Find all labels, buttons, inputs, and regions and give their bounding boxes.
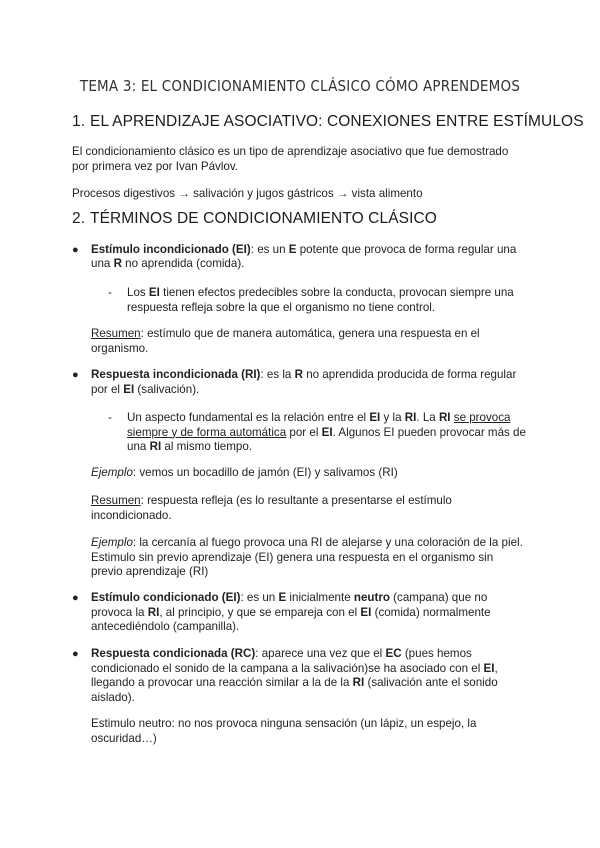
underlined-text: siempre y de forma automática: [127, 425, 287, 439]
paragraph-line: [91, 606, 491, 621]
text-span: una: [91, 257, 114, 270]
text-span: y la: [380, 411, 405, 424]
text-span: EI: [123, 382, 135, 396]
term-ei: Estímulo incondicionado (EI): [91, 243, 251, 256]
paragraph-line: [91, 536, 523, 551]
text-span: potente que provoca de forma regular una: [296, 243, 517, 256]
paragraph-line: [91, 494, 452, 509]
page-title: TEMA 3: EL CONDICIONAMIENTO CLÁSICO CÓMO APRENDEMOS: [79, 77, 521, 95]
text-span: (pues hemos: [401, 647, 472, 660]
text-span: , al principio, y que se empareja con el: [159, 605, 361, 619]
sub-item-ri: [127, 411, 526, 455]
paragraph-line: El condicionamiento clásico es un tipo de aprendizaje asociativo que fue demostrado: [72, 145, 509, 158]
text-span: : es un: [250, 243, 289, 256]
text-span: (campana) que no: [389, 591, 488, 604]
paragraph-line: previo aprendizaje (RI): [91, 565, 209, 578]
section-2-heading: [72, 210, 437, 228]
paragraph-line: incondicionado.: [91, 508, 172, 522]
section-1-paragraph-1: [72, 145, 508, 174]
paragraph-line: [91, 647, 498, 662]
text-span: EI: [148, 286, 160, 299]
paragraph-line: Estimulo sin previo aprendizaje (EI) genera una respuesta en el organismo sin: [91, 550, 494, 564]
section-1-number: 1.: [72, 113, 86, 130]
term-ri: Respuesta incondicionada (RI): [91, 368, 261, 381]
list-item-ei-cont: [91, 257, 244, 272]
text-span: EC: [385, 647, 402, 660]
text-span: : la cercanía al fuego provoca una RI de alejarse y una coloración de la piel.: [132, 536, 523, 549]
text-span: . La: [416, 411, 439, 424]
text-span: tienen efectos predecibles sobre la conducta, provocan siempre una: [159, 286, 514, 299]
text-span: RI: [149, 440, 162, 453]
section-1-heading-text: EL APRENDIZAJE ASOCIATIVO: CONEXIONES ENTRE ESTÍMULOS: [90, 113, 584, 130]
resumen-label: Resumen: [91, 327, 141, 340]
text-span: una: [127, 440, 150, 453]
text-span: Los: [127, 286, 149, 299]
text-span: por el: [91, 382, 124, 396]
paragraph-line: por primera vez por Ivan Pávlov.: [72, 159, 239, 173]
text-span: (salivación).: [134, 382, 200, 396]
paragraph-line: [127, 286, 514, 301]
text-span: llegando a provocar una reacción similar a la de la: [91, 676, 353, 689]
text-span: EI: [360, 605, 372, 619]
list-item-ri: [91, 368, 516, 397]
text-span: al mismo tiempo.: [161, 440, 253, 453]
text-span: : respuesta refleja (es lo resultante a presentarse el estímulo: [140, 494, 452, 507]
paragraph-line: [91, 383, 516, 398]
text-span: EI: [483, 661, 495, 675]
text-span: ,: [494, 661, 498, 675]
paragraph-line: [91, 243, 516, 258]
ejemplo-ri-2: [91, 536, 523, 580]
list-item-rc: [91, 647, 498, 705]
resumen-ei: [91, 327, 480, 356]
paragraph-line: aislado).: [91, 690, 135, 704]
resumen-label: Resumen: [91, 494, 141, 507]
bullet-icon: ●: [72, 244, 79, 256]
term-ec: Estímulo condicionado (EI): [91, 591, 241, 604]
paragraph-line: Estimulo neutro: no nos provoca ninguna sensación (un lápiz, un espejo, la: [91, 717, 477, 730]
text-span: RI: [147, 605, 160, 619]
dash-marker: -: [108, 411, 112, 424]
paragraph-line: [127, 426, 526, 441]
text-span: no aprendida producida de forma regular: [302, 368, 517, 381]
list-item-ei: [91, 243, 516, 258]
estimulo-neutro-note: [91, 717, 476, 746]
text-span: inicialmente: [286, 591, 354, 604]
bullet-icon: ●: [72, 369, 79, 381]
text-span: . Algunos EI pueden provocar más de: [332, 425, 526, 439]
paragraph-line: antecediéndolo (campanilla).: [91, 620, 240, 633]
section-1-paragraph-2: Procesos digestivos → salivación y jugos gástricos → vista alimento: [72, 187, 423, 200]
text-span: (comida) normalmente: [371, 605, 491, 619]
section-1-heading: [72, 113, 584, 131]
paragraph-line: oscuridad…): [91, 731, 157, 745]
text-span: EI: [321, 425, 333, 439]
text-span: E: [278, 591, 287, 604]
list-item-ec: [91, 591, 491, 635]
section-2-number: 2.: [72, 210, 86, 227]
text-span: : vemos un bocadillo de jamón (EI) y salivamos (RI): [132, 466, 398, 479]
section-2-heading-text: TÉRMINOS DE CONDICIONAMIENTO CLÁSICO: [90, 210, 437, 227]
ejemplo-label: Ejemplo: [91, 536, 133, 549]
text-span: RI: [352, 676, 365, 689]
text-span: : estímulo que de manera automática, genera una respuesta en el: [140, 327, 480, 340]
text-span: no aprendida (comida).: [121, 257, 245, 270]
term-rc: Respuesta condicionada (RC): [91, 647, 256, 660]
text-span: : es un: [240, 591, 279, 604]
paragraph-line: [91, 676, 498, 691]
dash-marker: -: [108, 286, 112, 299]
paragraph-line: [91, 591, 491, 606]
text-span: neutro: [353, 591, 390, 604]
text-span: R: [294, 368, 303, 381]
paragraph-line: organismo.: [91, 341, 149, 355]
text-span: R: [113, 257, 122, 270]
text-span: por el: [286, 425, 322, 439]
paragraph-line: [91, 368, 516, 383]
ejemplo-ri-1: [91, 466, 398, 481]
paragraph-line: respuesta refleja sobre la que el organismo no tiene control.: [127, 300, 436, 314]
text-span: E: [288, 243, 297, 256]
paragraph-line: [91, 662, 498, 677]
paragraph-line: [127, 440, 526, 455]
text-span: : es la: [260, 368, 295, 381]
text-span: condicionado el sonido de la campana a la salivación)se ha asociado con el: [91, 661, 484, 675]
ejemplo-label: Ejemplo: [91, 466, 133, 479]
sub-item-ei: [127, 286, 514, 315]
text-span: EI: [369, 411, 381, 424]
text-span: RI: [438, 411, 451, 424]
text-span: RI: [404, 411, 417, 424]
bullet-icon: ●: [72, 648, 79, 660]
bullet-icon: ●: [72, 592, 79, 604]
underlined-text: se provoca: [453, 411, 511, 424]
resumen-ri: [91, 494, 452, 523]
text-span: (salivación ante el sonido: [364, 676, 498, 689]
text-span: : aparece una vez que el: [255, 647, 386, 660]
text-span: Un aspecto fundamental es la relación entre el: [127, 411, 370, 424]
text-span: provoca la: [91, 605, 148, 619]
paragraph-line: [127, 411, 526, 426]
paragraph-line: [91, 327, 480, 342]
